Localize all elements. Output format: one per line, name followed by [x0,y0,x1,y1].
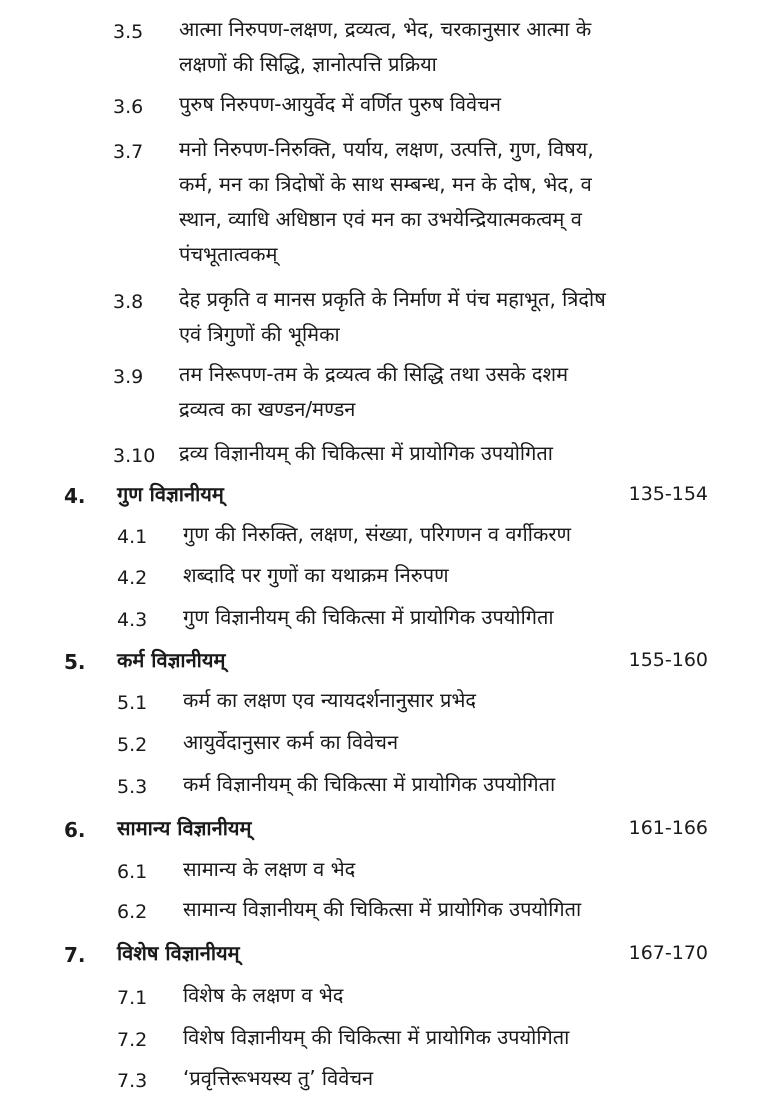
chapter-page-range: 161-166 [628,817,708,839]
item-text: द्रव्य विज्ञानीयम् की चिकित्सा में प्रायोगिक उपयोगिता [179,441,553,465]
item-text: विशेष के लक्षण व भेद [183,983,344,1007]
item-text: तम निरूपण-तम के द्रव्यत्व की सिद्धि तथा उसके दशम द्रव्यत्व का खण्डन/मण्डन [179,362,569,421]
item-number: 5.1 [117,692,148,714]
item-text: विशेष विज्ञानीयम् की चिकित्सा में प्रायोगिक उपयोगिता [183,1025,570,1049]
chapter-title: कर्म विज्ञानीयम् [117,648,226,672]
item-text: कर्म विज्ञानीयम् की चिकित्सा में प्रायोगिक उपयोगिता [183,772,556,796]
item-text: मनो निरुपण-निरुक्ति, पर्याय, लक्षण, उत्पत्ति, गुण, विषय, कर्म, मन का त्रिदोषों के साथ सम्बन्ध, मन के दोष, भेद, व स्थान, व्याधि अधिष्ठान एवं मन का उभयेन्द्रियात्मकत्वम् व पंचभूतात्वकम् [179,137,594,266]
item-number: 3.6 [113,96,144,118]
item-number: 3.7 [113,141,144,163]
item-text: पुरुष निरुपण-आयुर्वेद में वर्णित पुरुष विवेचन [179,92,501,116]
item-number: 7.1 [117,987,148,1009]
chapter-number: 6. [64,818,86,842]
chapter-page-range: 167-170 [628,942,708,964]
item-number: 3.10 [113,445,156,467]
item-number: 7.2 [117,1029,148,1051]
chapter-title: गुण विज्ञानीयम् [117,482,224,506]
item-text: आयुर्वेदानुसार कर्म का विवेचन [183,730,399,754]
item-number: 6.1 [117,861,148,883]
item-text: आत्मा निरुपण-लक्षण, द्रव्यत्व, भेद, चरकानुसार आत्मा के लक्षणों की सिद्धि, ज्ञानोत्पत्ति प्रक्रिया [179,17,592,76]
chapter-number: 7. [64,943,86,967]
item-number: 5.2 [117,734,148,756]
item-text: ‘प्रवृत्तिरूभयस्य तु’ विवेचन [183,1066,374,1090]
item-text: देह प्रकृति व मानस प्रकृति के निर्माण में पंच महाभूत, त्रिदोष एवं त्रिगुणों की भूमिका [179,287,606,346]
chapter-page-range: 135-154 [628,483,708,505]
item-number: 3.9 [113,366,144,388]
item-text: गुण विज्ञानीयम् की चिकित्सा में प्रायोगिक उपयोगिता [183,605,554,629]
item-number: 3.8 [113,291,144,313]
item-number: 4.2 [117,567,148,589]
chapter-number: 4. [64,484,86,508]
item-text: सामान्य विज्ञानीयम् की चिकित्सा में प्रायोगिक उपयोगिता [183,897,582,921]
item-number: 4.3 [117,609,148,631]
item-text: शब्दादि पर गुणों का यथाक्रम निरुपण [183,563,449,587]
item-text: गुण की निरुक्ति, लक्षण, संख्या, परिगणन व वर्गीकरण [183,522,571,546]
item-number: 7.3 [117,1070,148,1092]
item-number: 5.3 [117,776,148,798]
item-number: 6.2 [117,901,148,923]
chapter-page-range: 155-160 [628,649,708,671]
chapter-number: 5. [64,650,86,674]
item-text: कर्म का लक्षण एव न्यायदर्शनानुसार प्रभेद [183,688,477,712]
chapter-title: विशेष विज्ञानीयम् [117,941,240,965]
chapter-title: सामान्य विज्ञानीयम् [117,816,252,840]
item-number: 4.1 [117,526,148,548]
item-text: सामान्य के लक्षण व भेद [183,857,356,881]
item-number: 3.5 [113,21,144,43]
